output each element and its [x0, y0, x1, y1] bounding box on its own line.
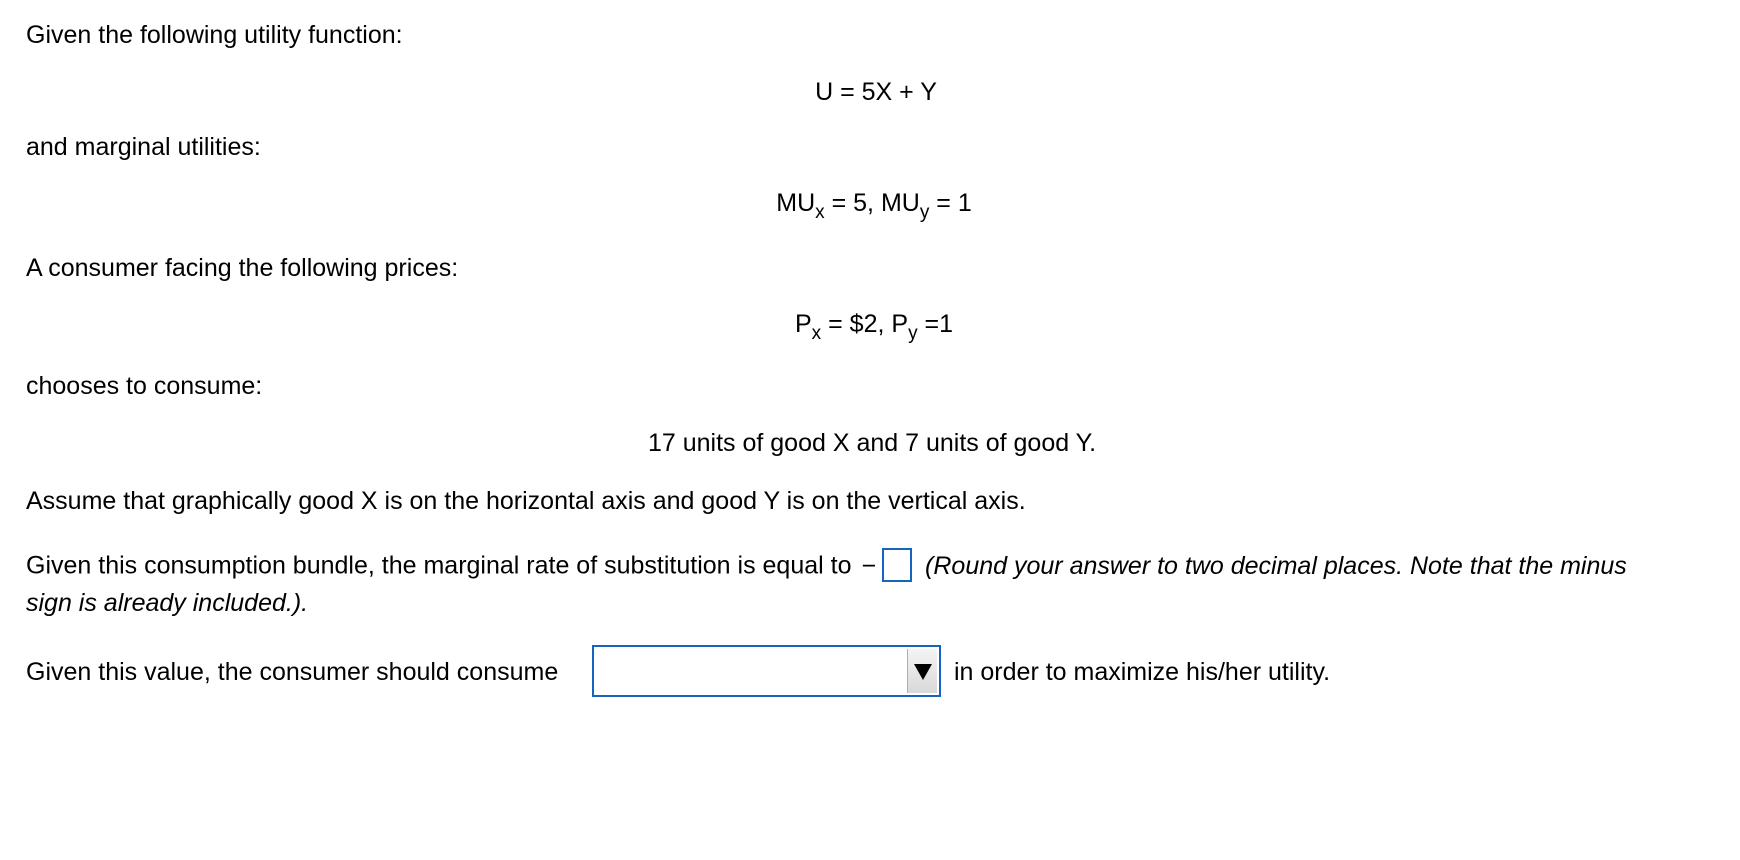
consume-choice-dropdown[interactable] [592, 645, 941, 697]
prices-equation [0, 309, 1740, 344]
triangle-down-icon [914, 664, 932, 680]
minus-sign: − [861, 551, 877, 580]
mrs-answer-input[interactable] [882, 548, 912, 582]
mu-y-label: MU [880, 189, 920, 217]
mu-x-value: = 5, [824, 189, 881, 217]
mu-y-value: = 1 [929, 189, 972, 217]
intro-prices-text: A consumer facing the following prices: [26, 254, 459, 282]
p-x-label: P [794, 310, 812, 338]
mu-y-subscript: y [919, 202, 930, 223]
consumption-bundle: 17 units of good X and 7 units of good Y. [647, 429, 1097, 457]
rounding-note-line2: sign is already included.). [26, 589, 309, 617]
utility-equation: U = 5X + Y [815, 78, 937, 106]
mrs-question-line1 [26, 550, 1627, 584]
intro-marginal-text: and marginal utilities: [26, 133, 261, 161]
mu-x-label: MU [776, 189, 816, 217]
mu-x-subscript: x [815, 202, 825, 223]
p-y-label: P [891, 310, 909, 338]
intro-consume-text: chooses to consume: [26, 372, 263, 400]
axis-note: Assume that graphically good X is on the horizontal axis and good Y is on the vertical axis. [26, 487, 1026, 515]
consume-question-prefix: Given this value, the consumer should consume [26, 658, 559, 686]
p-x-subscript: x [811, 323, 822, 344]
intro-utility-text: Given the following utility function: [26, 21, 403, 49]
p-y-value: =1 [917, 310, 954, 338]
rounding-note-line1: (Round your answer to two decimal places. Note that the minus [925, 551, 1627, 580]
marginal-utilities-equation [0, 188, 1740, 223]
consume-question-suffix: in order to maximize his/her utility. [954, 658, 1331, 686]
mrs-question-prefix: Given this consumption bundle, the marginal rate of substitution is equal to [26, 551, 852, 580]
dropdown-arrow-button[interactable] [907, 649, 937, 693]
p-y-subscript: y [908, 323, 918, 344]
p-x-value: = $2, [821, 310, 892, 338]
